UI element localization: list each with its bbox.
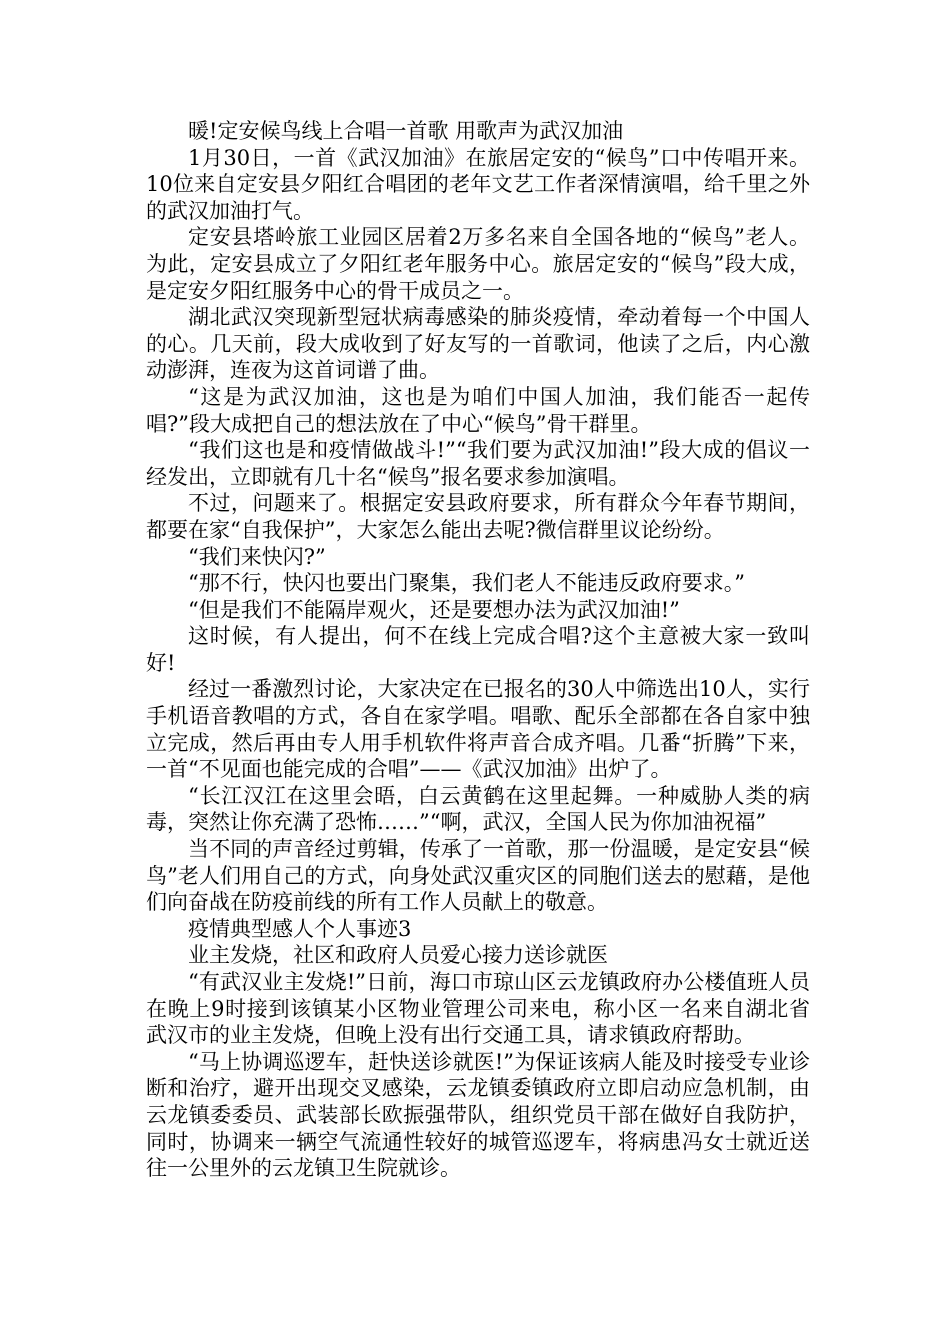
paragraph: “长江汉江在这里会晤，白云黄鹤在这里起舞。一种威胁人类的病毒，突然让你充满了恐怖……”“啊，武汉，全国人民为你加油祝福”: [146, 783, 810, 835]
paragraph: 湖北武汉突现新型冠状病毒感染的肺炎疫情，牵动着每一个中国人的心。几天前，段大成收到了好友写的一首歌词，他读了之后，内心激动澎湃，连夜为这首词谱了曲。: [146, 305, 810, 383]
paragraph: 定安县塔岭旅工业园区居着2万多名来自全国各地的“候鸟”老人。为此，定安县成立了夕阳红老年服务中心。旅居定安的“候鸟”段大成，是定安夕阳红服务中心的骨干成员之一。: [146, 225, 810, 303]
paragraph: 当不同的声音经过剪辑，传承了一首歌，那一份温暖，是定安县“候鸟”老人们用自己的方式，向身处武汉重灾区的同胞们送去的慰藉，是他们向奋战在防疫前线的所有工作人员献上的敬意。: [146, 837, 810, 915]
paragraph: 1月30日，一首《武汉加油》在旅居定安的“候鸟”口中传唱开来。10位来自定安县夕阳红合唱团的老年文艺工作者深情演唱，给千里之外的武汉加油打气。: [146, 145, 810, 223]
paragraph: “马上协调巡逻车，赶快送诊就医!”为保证该病人能及时接受专业诊断和治疗，避开出现交叉感染，云龙镇委镇政府立即启动应急机制，由云龙镇委委员、武装部长欧振强带队，组织党员干部在做好自我防护，同时，协调来一辆空气流通性较好的城管巡逻车，将病患冯女士就近送往一公里外的云龙镇卫生院就诊。: [146, 1049, 810, 1181]
paragraph: “但是我们不能隔岸观火，还是要想办法为武汉加油!”: [188, 597, 680, 622]
paragraph: 这时候，有人提出，何不在线上完成合唱?这个主意被大家一致叫好!: [146, 624, 810, 675]
article-title: 暖!定安候鸟线上合唱一首歌 用歌声为武汉加油: [188, 119, 624, 143]
paragraph: “那不行，快闪也要出门聚集，我们老人不能违反政府要求。”: [188, 571, 745, 596]
paragraph: 不过，问题来了。根据定安县政府要求，所有群众今年春节期间，都要在家“自我保护”，大家怎么能出去呢?微信群里议论纷纷。: [146, 491, 810, 542]
document-body: [146, 118, 810, 1182]
section-heading: 疫情典型感人个人事迹3: [188, 916, 412, 941]
section-subheading: 业主发烧，社区和政府人员爱心接力送诊就医: [188, 943, 608, 968]
paragraph: “这是为武汉加油，这也是为咱们中国人加油，我们能否一起传唱?”段大成把自己的想法放在了中心“候鸟”骨干群里。: [146, 384, 810, 436]
paragraph: “有武汉业主发烧!”日前，海口市琼山区云龙镇政府办公楼值班人员在晚上9时接到该镇某小区物业管理公司来电，称小区一名来自湖北省武汉市的业主发烧，但晚上没有出行交通工具，请求镇政府帮助。: [146, 970, 810, 1048]
paragraph: “我们来快闪?”: [188, 544, 326, 569]
paragraph: 经过一番激烈讨论，大家决定在已报名的30人中筛选出10人，实行手机语音教唱的方式，各自在家学唱。唱歌、配乐全部都在各自家中独立完成，然后再由专人用手机软件将声音合成齐唱。几番“折腾”下来，一首“不见面也能完成的合唱”——《武汉加油》出炉了。: [146, 677, 810, 782]
paragraph: “我们这也是和疫情做战斗!”“我们要为武汉加油!”段大成的倡议一经发出，立即就有几十名“候鸟”报名要求参加演唱。: [146, 438, 810, 489]
